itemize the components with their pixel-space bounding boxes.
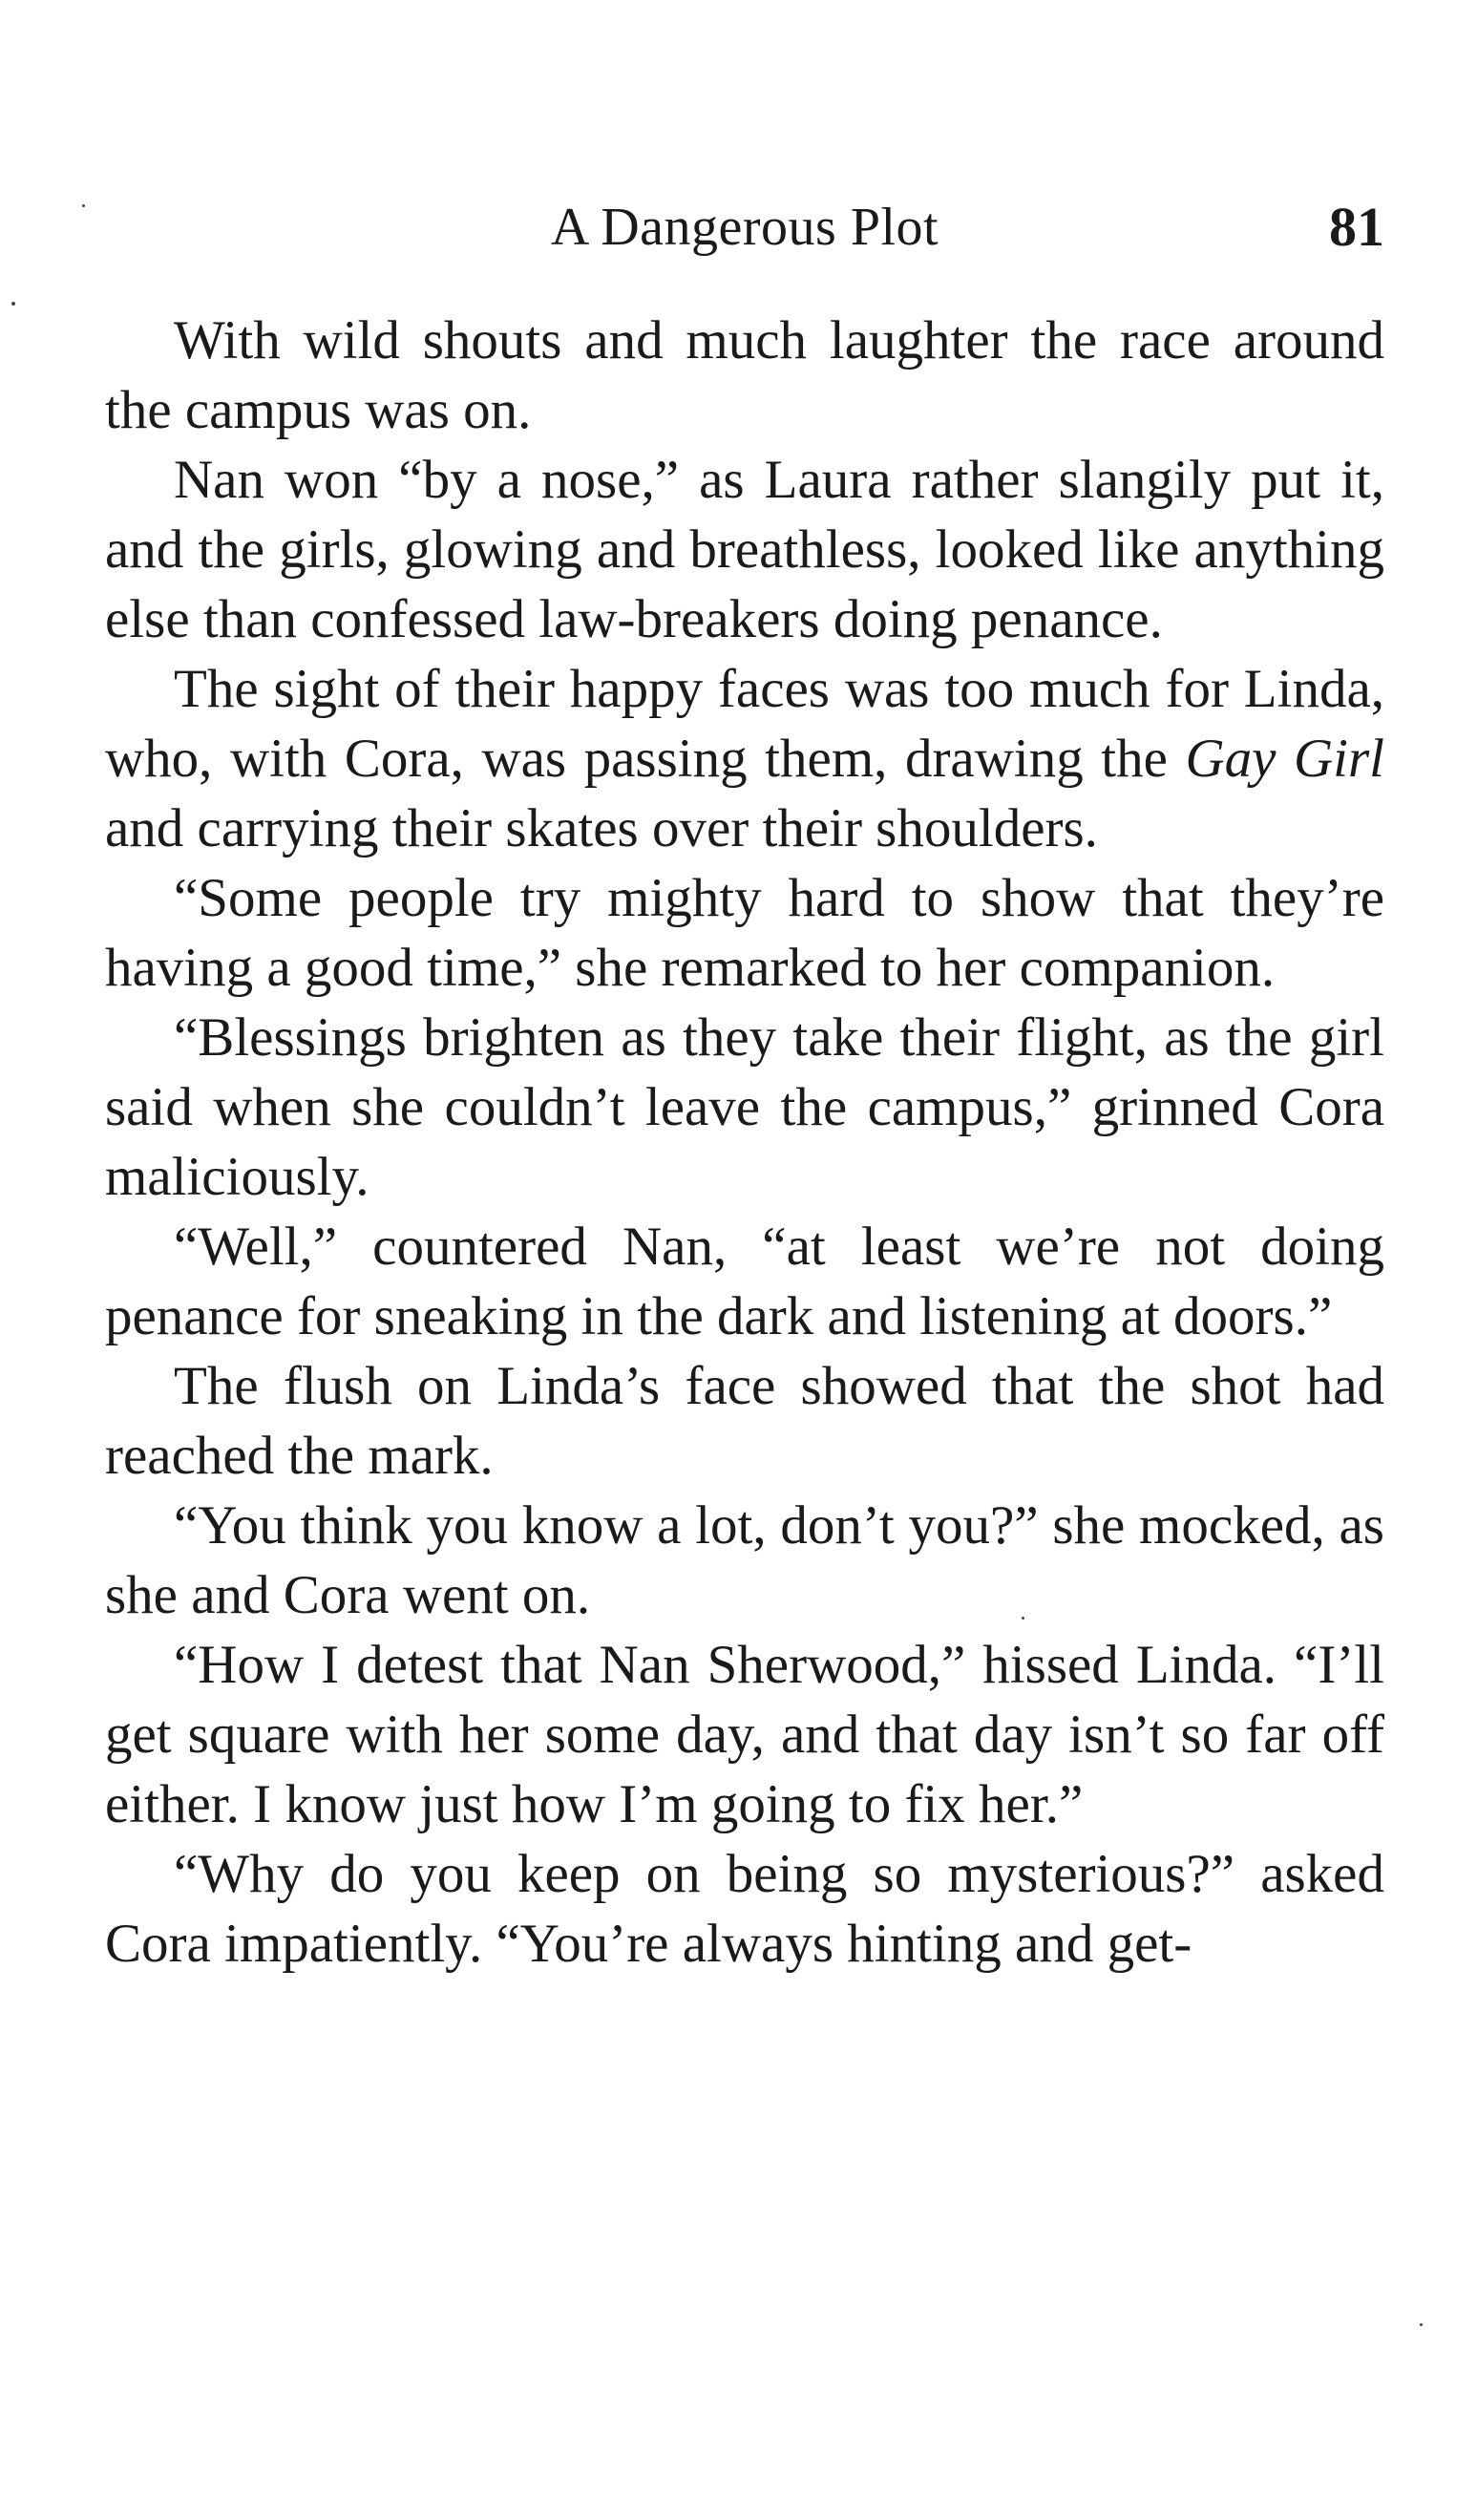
paragraph (105, 1839, 1384, 1979)
paragraph-text: and carrying their skates over their shoulders. (105, 798, 1098, 858)
paragraph (105, 445, 1384, 654)
print-speck (1420, 2323, 1423, 2326)
paragraph-text: “How I detest that Nan Sherwood,” hissed Linda. “I’ll get square with her some day, and that day isn’t so far off either. I know just how I’m going to fix her.” (105, 1635, 1384, 1834)
print-speck (82, 204, 85, 207)
paragraph-text: The flush on Linda’s face showed that the shot had reached the mark. (105, 1356, 1384, 1486)
paragraph (105, 306, 1384, 445)
paragraph-text: Nan won “by a nose,” as Laura rather slangily put it, and the girls, glowing and breathless, looked like anything else than confessed law-breakers doing penance. (105, 450, 1384, 649)
paragraph (105, 863, 1384, 1003)
paragraph (105, 654, 1384, 863)
paragraph (105, 1491, 1384, 1630)
paragraph (105, 1351, 1384, 1491)
paragraph (105, 1212, 1384, 1351)
body-text (105, 306, 1384, 1979)
print-speck (11, 302, 15, 306)
paragraph-text: “Why do you keep on being so mysterious?” asked Cora impatiently. “You’re always hinting and get- (105, 1844, 1384, 1974)
paragraph (105, 1003, 1384, 1212)
paragraph-text: “You think you know a lot, don’t you?” she mocked, as she and Cora went on. (105, 1495, 1384, 1625)
page-number: 81 (1329, 196, 1384, 258)
running-header (105, 189, 1384, 265)
running-title: A Dangerous Plot (550, 198, 939, 257)
paragraph-text: “Well,” countered Nan, “at least we’re not doing penance for sneaking in the dark and listening at doors.” (105, 1217, 1384, 1346)
paragraph-text: With wild shouts and much laughter the race around the campus was on. (105, 310, 1384, 440)
book-title-emphasis: Gay Girl (1185, 729, 1384, 789)
paragraph-text: “Some people try mighty hard to show that they’re having a good time,” she remarked to her companion. (105, 868, 1384, 998)
paragraph-text: The sight of their happy faces was too much for Linda, who, with Cora, was passing them, drawing the (105, 659, 1384, 789)
paragraph-text: “Blessings brighten as they take their flight, as the girl said when she couldn’t leave the campus,” grinned Cora maliciously. (105, 1007, 1384, 1207)
paragraph (105, 1630, 1384, 1839)
